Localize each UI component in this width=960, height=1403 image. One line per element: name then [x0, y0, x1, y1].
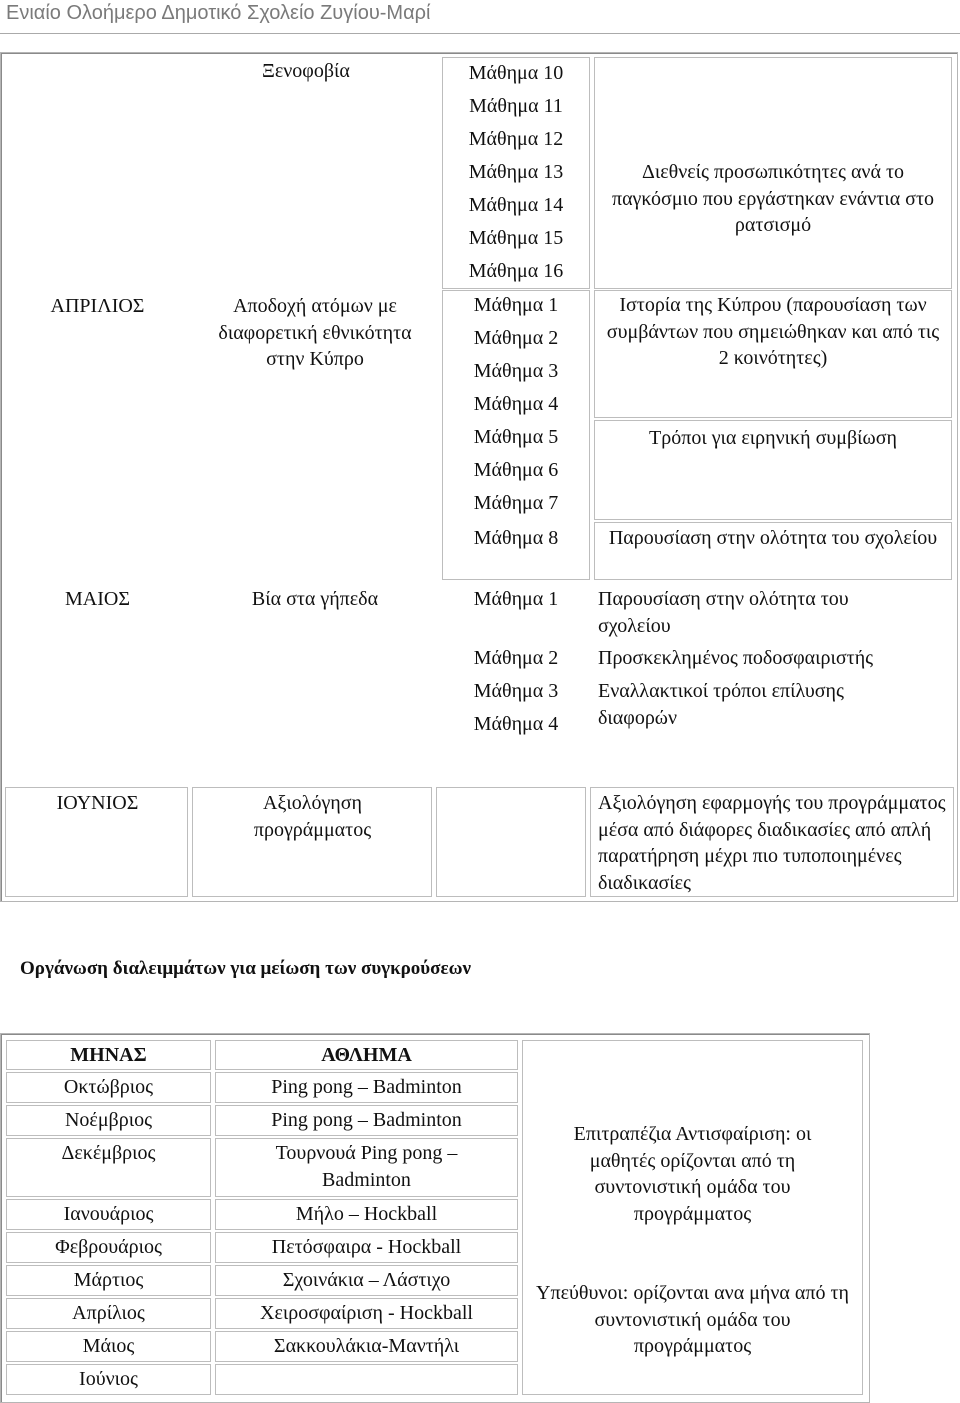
activity-text: Διεθνείς προσωπικότητες ανά το παγκόσμιο που εργάστηκαν ενάντια στο ρατσισμό [611, 161, 934, 236]
month-cell: Μάρτιος [73, 1269, 144, 1291]
lesson-item: Μάθημα 1 [473, 588, 559, 610]
lesson-item: Μάθημα 4 [473, 713, 559, 735]
month-cell: Νοέμβριος [64, 1109, 153, 1131]
activity-text: Παρουσίαση στην ολότητα του σχολείου [608, 527, 938, 549]
lesson-item: Μάθημα 16 [468, 260, 564, 282]
lesson-item: Μάθημα 11 [469, 95, 563, 117]
sport-cell: Τουρνουά Ping pong – Badminton [275, 1142, 458, 1191]
table-row [215, 1364, 518, 1395]
activity-text: Παρουσίαση στην ολότητα του σχολείου [598, 588, 849, 637]
lesson-item: Μάθημα 10 [468, 62, 564, 84]
sport-cell: Χειροσφαίριση - Hockball [260, 1302, 473, 1324]
topic-april: Αποδοχή ατόμων με διαφορετική εθνικότητα στην Κύπρο [218, 295, 412, 370]
month-cell: Οκτώβριος [63, 1076, 154, 1098]
lesson-item: Μάθημα 15 [468, 227, 564, 249]
month-april: ΑΠΡΙΛΙΟΣ [50, 295, 145, 317]
sport-cell: Σακκουλάκια-Μαντήλι [273, 1335, 460, 1357]
month-column-header: ΜΗΝΑΣ [70, 1044, 147, 1066]
page-header-title: Ενιαίο Ολοήμερο Δημοτικό Σχολείο Ζυγίου-Μαρί [6, 2, 431, 24]
activity-text: Αξιολόγηση εφαρμογής του προγράμματος μέσα από διάφορες διαδικασίες από απλή παρατήρηση μέχρι πιο τυποποιημένες διαδικασίες [598, 792, 946, 894]
month-may: ΜΑΙΟΣ [65, 588, 130, 610]
topic-june: Αξιολόγηση προγράμματος [253, 792, 372, 841]
sport-column-header: ΑΘΛΗΜΑ [321, 1044, 412, 1066]
lesson-item: Μάθημα 6 [473, 459, 559, 481]
month-june: ΙΟΥΝΙΟΣ [56, 792, 139, 814]
lesson-item: Μάθημα 8 [473, 527, 559, 549]
topic-may: Βία στα γήπεδα [251, 588, 379, 610]
lesson-item: Μάθημα 2 [473, 647, 559, 669]
activity-text: Ιστορία της Κύπρου (παρουσίαση των συμβάντων που σημειώθηκαν και από τις 2 κοινότητες) [606, 294, 940, 369]
activity-text: Τρόποι για ειρηνική συμβίωση [649, 427, 897, 449]
lesson-item: Μάθημα 13 [468, 161, 564, 183]
lesson-item: Μάθημα 4 [473, 393, 559, 415]
month-cell: Δεκέμβριος [61, 1142, 156, 1164]
lesson-item: Μάθημα 2 [473, 327, 559, 349]
lesson-item: Μάθημα 3 [473, 680, 559, 702]
sport-cell: Πετόσφαιρα - Hockball [271, 1236, 462, 1258]
topic-xenofovia: Ξενοφοβία [262, 60, 350, 82]
lesson-item: Μάθημα 5 [473, 426, 559, 448]
june-lessons-cell [436, 787, 586, 897]
note-responsible: Υπεύθυνοι: ορίζονται ανα μήνα από τη συντονιστική ομάδα του προγράμματος [536, 1282, 849, 1357]
lesson-item: Μάθημα 1 [473, 294, 559, 316]
month-cell: Μάιος [82, 1335, 135, 1357]
activity-text: Προσκεκλημένος ποδοσφαιριστής [598, 647, 874, 669]
sport-cell: Σχοινάκια – Λάστιχο [282, 1269, 451, 1291]
month-cell: Φεβρουάριος [55, 1236, 162, 1258]
activity-text: Εναλλακτικοί τρόποι επίλυσης διαφορών [598, 680, 844, 729]
sport-cell: Ping pong – Badminton [271, 1109, 462, 1131]
breaks-section-title: Οργάνωση διαλειμμάτων για μείωση των συγκρούσεων [20, 958, 471, 979]
lesson-item: Μάθημα 7 [473, 492, 559, 514]
sport-cell: Μήλο – Hockball [295, 1203, 438, 1225]
month-cell: Ιανουάριος [63, 1203, 154, 1225]
month-cell: Ιούνιος [79, 1368, 138, 1390]
note-table-tennis: Επιτραπέζια Αντισφαίριση: οι μαθητές ορίζονται από τη συντονιστική ομάδα του προγράμματος [573, 1123, 812, 1225]
lesson-item: Μάθημα 3 [473, 360, 559, 382]
month-cell: Απρίλιος [72, 1302, 145, 1324]
header-divider [0, 33, 960, 34]
lesson-item: Μάθημα 12 [468, 128, 564, 150]
sport-cell: Ping pong – Badminton [271, 1076, 462, 1098]
lesson-item: Μάθημα 14 [468, 194, 564, 216]
